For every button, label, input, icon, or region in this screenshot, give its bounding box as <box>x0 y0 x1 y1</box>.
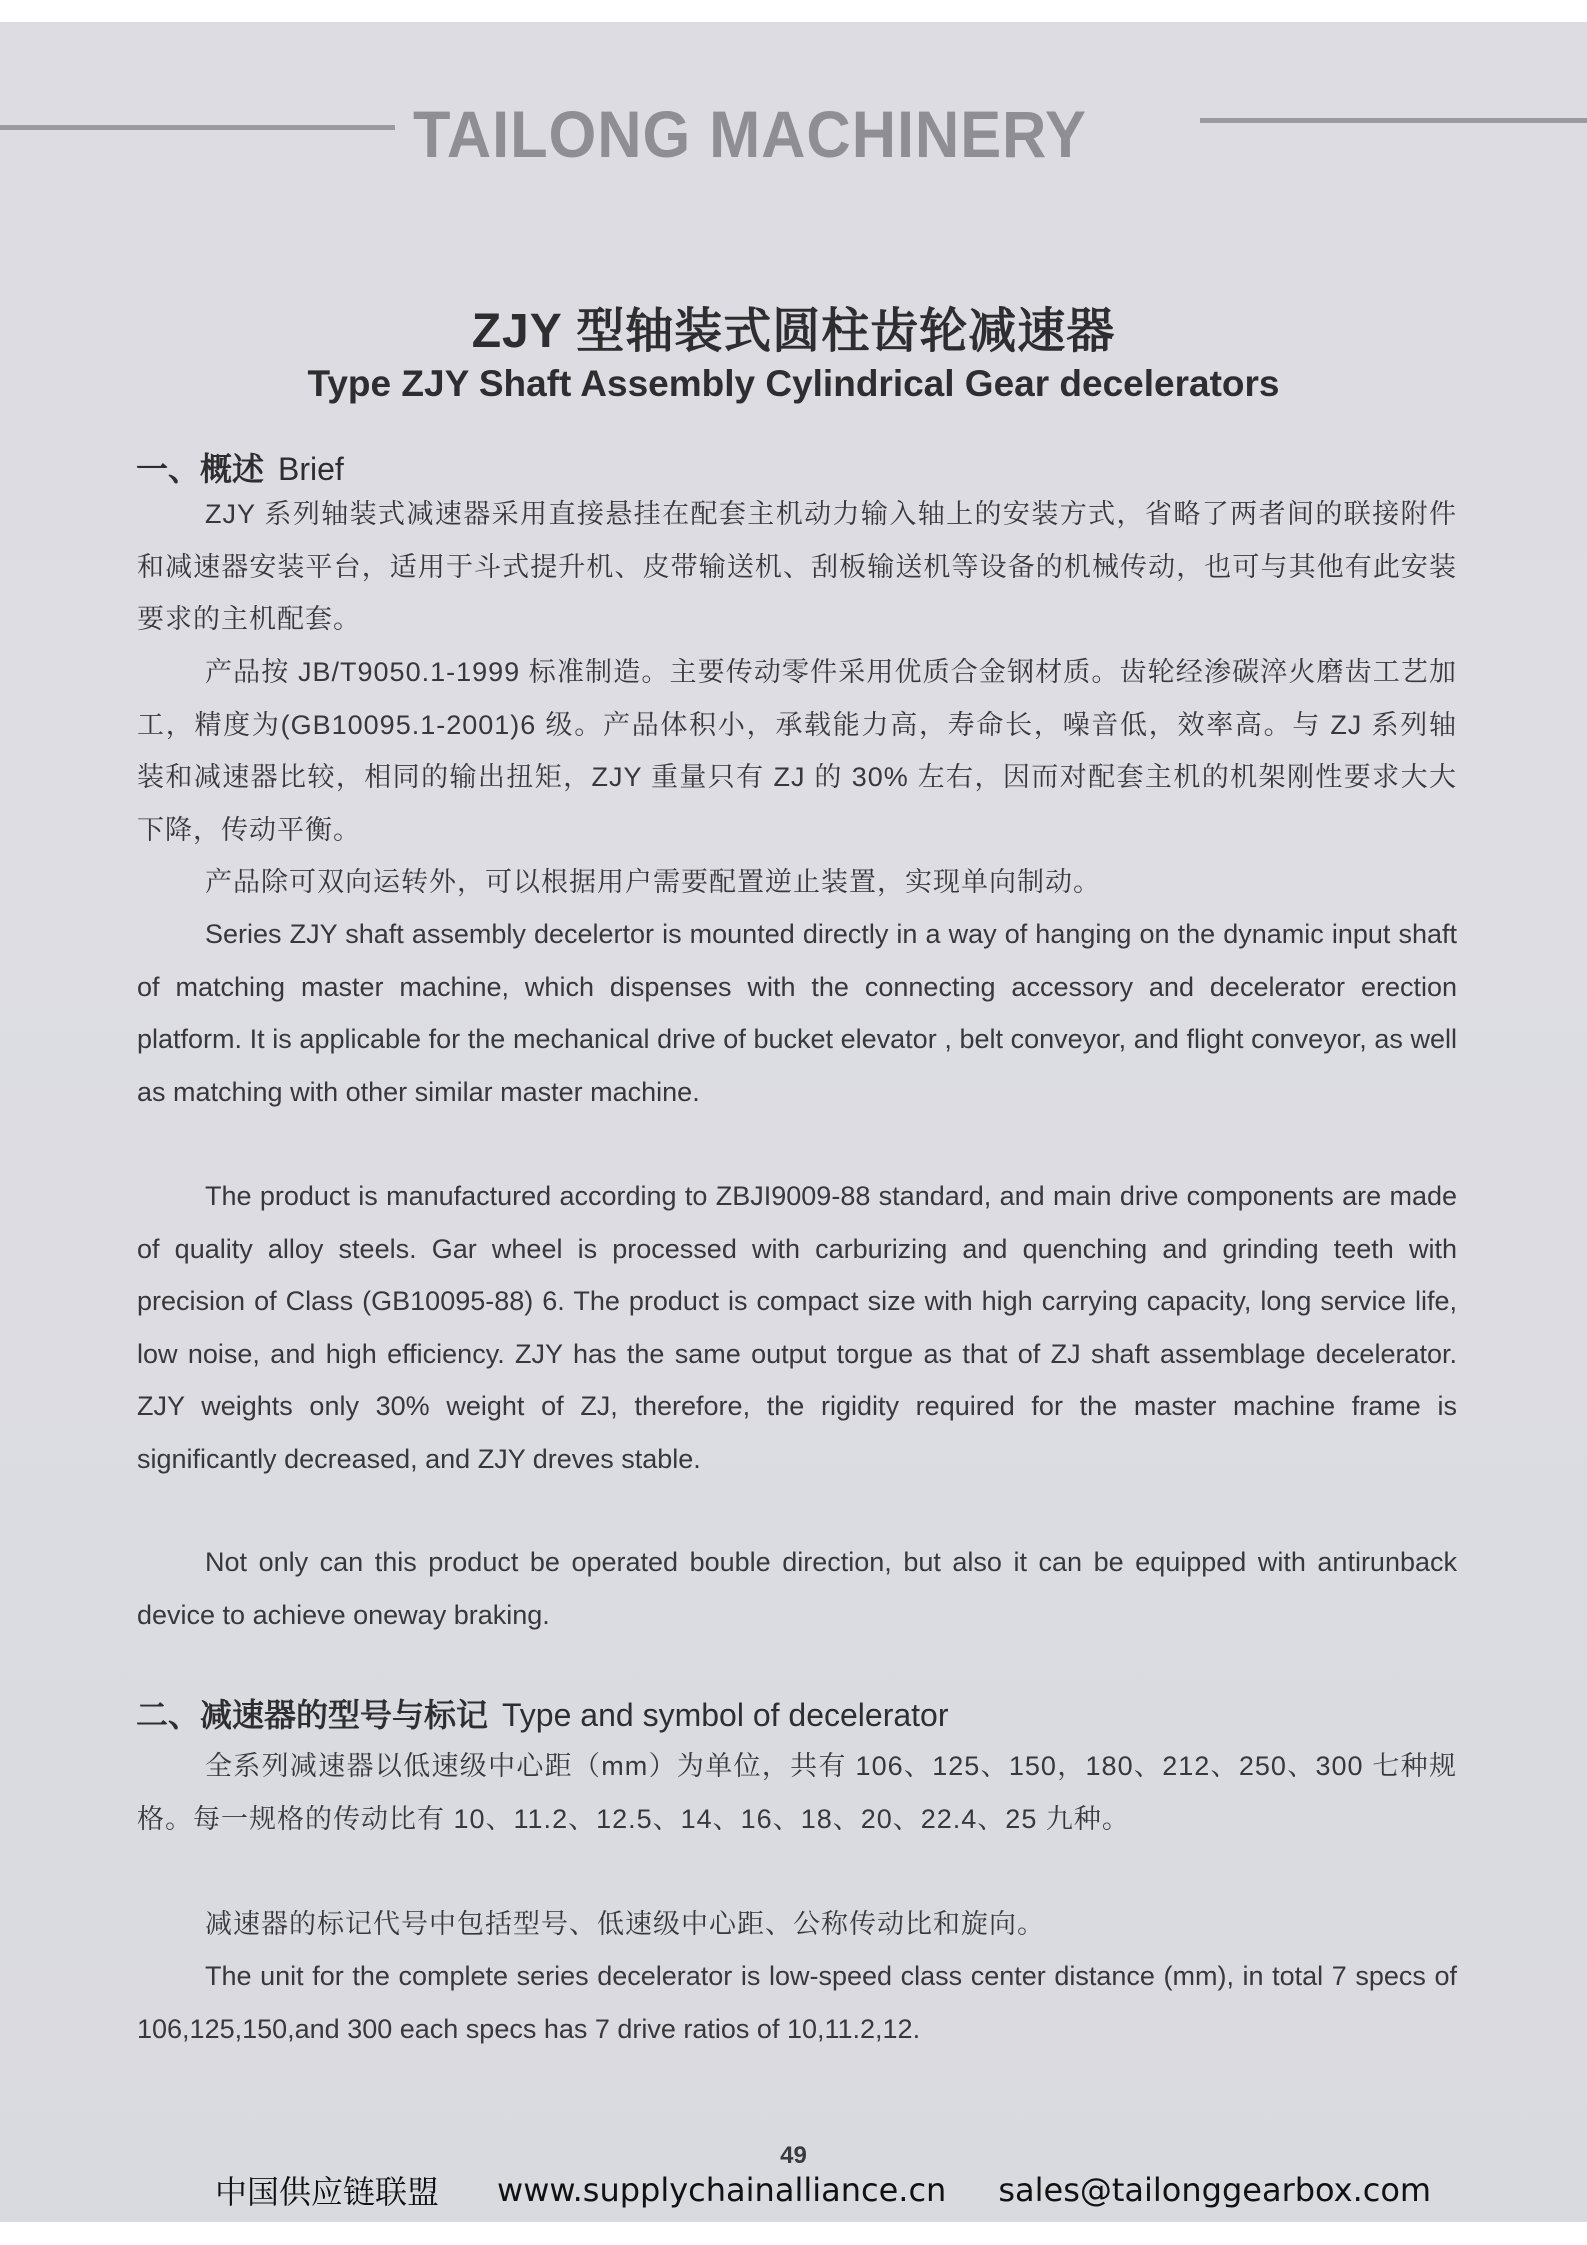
paragraph: The product is manufactured according to ZBJI9009-88 standard, and main drive components are made of quality alloy steels. Gar wheel is processed with carburizing and quenching and grinding teeth with precision of Class (GB10095-88) 6. The product is compact size with high carrying capacity, long service life, low noise, and high efficiency. ZJY has the same output torgue as that of ZJ shaft assemblage decelerator. ZJY weights only 30% weight of ZJ, therefore, the rigidity required for the master machine frame is significantly decreased, and ZJY dreves stable. <box>137 1181 1457 1474</box>
section-heading-cn: 一、概述 <box>136 451 265 487</box>
brand-header: TAILONG MACHINERY <box>413 97 1087 171</box>
page-title-en: Type ZJY Shaft Assembly Cylindrical Gear decelerators <box>307 363 1280 404</box>
paragraph: Not only can this product be operated bouble direction, but also it can be equipped with antirunback device to achieve oneway braking. <box>137 1547 1457 1630</box>
section-heading-en: Brief <box>278 451 344 487</box>
footer <box>215 2170 1432 2211</box>
section-heading-brief <box>136 444 344 490</box>
footer-website-link[interactable]: www.supplychainalliance.cn <box>497 2171 947 2209</box>
footer-org: 中国供应链联盟 <box>215 2173 440 2211</box>
paragraph: Series ZJY shaft assembly decelertor is mounted directly in a way of hanging on the dynamic input shaft of matching master machine, which dispenses with the connecting accessory and decelerator erection platform. It is applicable for the mechanical drive of bucket elevator , belt conveyor, and flight conveyor, as well as matching with other similar master machine. <box>137 919 1457 1107</box>
page-number: 49 <box>780 2142 807 2169</box>
page-title-cn: ZJY 型轴装式圆柱齿轮减速器 <box>471 305 1116 358</box>
paragraph: ZJY 系列轴装式减速器采用直接悬挂在配套主机动力输入轴上的安装方式，省略了两者间的联接附件和减速器安装平台，适用于斗式提升机、皮带输送机、刮板输送机等设备的机械传动，也可与其他有此安装要求的主机配套。 <box>137 499 1457 634</box>
paragraph: 全系列减速器以低速级中心距（mm）为单位，共有 106、125、150，180、212、250、300 七种规格。每一规格的传动比有 10、11.2、12.5、14、16、18、20、22.4、25 九种。 <box>137 1751 1457 1834</box>
section-heading-en: Type and symbol of decelerator <box>502 1697 949 1733</box>
header-rule-left <box>0 125 395 130</box>
section-heading-type-symbol <box>136 1690 948 1736</box>
header-rule-right <box>1200 118 1587 123</box>
paragraph: 产品按 JB/T9050.1-1999 标准制造。主要传动零件采用优质合金钢材质。齿轮经渗碳淬火磨齿工艺加工，精度为(GB10095.1-2001)6 级。产品体积小，承载能力高，寿命长，噪音低，效率高。与 ZJ 系列轴装和减速器比较，相同的输出扭矩，ZJY 重量只有 ZJ 的 30% 左右，因而对配套主机的机架刚性要求大大下降，传动平衡。 <box>137 657 1457 845</box>
paragraph: The unit for the complete series decelerator is low-speed class center distance (mm), in total 7 specs of 106,125,150,and 300 each specs has 7 drive ratios of 10,11.2,12. <box>137 1961 1457 2044</box>
paragraph: 减速器的标记代号中包括型号、低速级中心距、公称传动比和旋向。 <box>205 1909 1045 1939</box>
paragraph: 产品除可双向运转外，可以根据用户需要配置逆止装置，实现单向制动。 <box>205 867 1101 897</box>
footer-email-link[interactable]: sales@tailonggearbox.com <box>998 2171 1432 2209</box>
section-heading-cn: 二、减速器的型号与标记 <box>136 1697 489 1733</box>
